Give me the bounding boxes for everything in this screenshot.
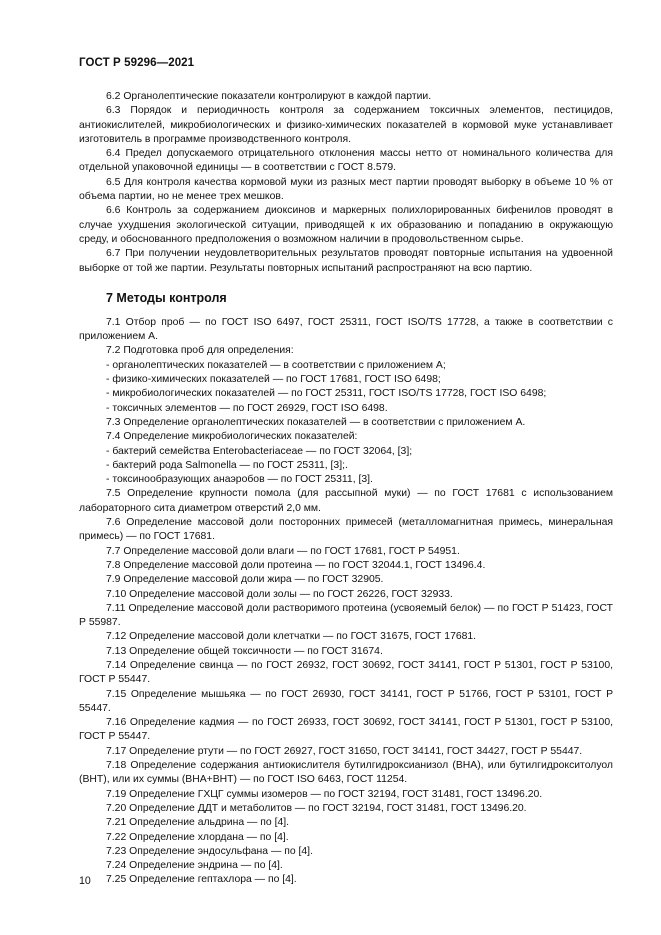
paragraph-7-21: 7.21 Определение альдрина — по [4]. <box>106 817 290 829</box>
paragraph-7-16: 7.16 Определение кадмия — по ГОСТ 26933, ГОСТ 30692, ГОСТ 34141, ГОСТ Р 51301, ГОСТ Р 53100, ГОСТ Р 55447. <box>79 717 613 743</box>
paragraph-7-15: 7.15 Определение мышьяка — по ГОСТ 26930, ГОСТ 34141, ГОСТ Р 51766, ГОСТ Р 53101, ГОСТ Р 55447. <box>79 688 613 714</box>
paragraph-7-6: 7.6 Определение массовой доли посторонних примесей (металломагнитная примесь, минеральная примесь) — по ГОСТ 17681. <box>79 517 613 543</box>
page-number: 10 <box>79 875 91 887</box>
paragraph-7-11: 7.11 Определение массовой доли растворимого протеина (усвояемый белок) — по ГОСТ Р 51423, ГОСТ Р 55987. <box>79 602 613 629</box>
paragraph-6-4: 6.4 Предел допускаемого отрицательного отклонения массы нетто от номинального количества для отдельной упаковочной единицы — в соответствии с ГОСТ 8.579. <box>79 148 613 174</box>
paragraph-7-2: 7.2 Подготовка проб для определения: <box>106 345 294 357</box>
paragraph-7-1: 7.1 Отбор проб — по ГОСТ ISO 6497, ГОСТ 25311, ГОСТ ISO/TS 17728, а также в соответствии с приложением А. <box>79 316 613 343</box>
list-item: - бактерий семейства Enterobacteriaceae — по ГОСТ 32064, [3]; <box>106 445 413 457</box>
page-body <box>79 90 613 888</box>
paragraph-7-13: 7.13 Определение общей токсичности — по ГОСТ 31674. <box>106 645 383 657</box>
list-item: - органолептических показателей — в соответствии с приложением А; <box>106 359 446 371</box>
paragraph-7-7: 7.7 Определение массовой доли влаги — по ГОСТ 17681, ГОСТ Р 54951. <box>106 545 460 557</box>
document-header: ГОСТ Р 59296—2021 <box>79 57 195 69</box>
list-item: - бактерий рода Salmonella — по ГОСТ 25311, [3];. <box>106 459 348 471</box>
paragraph-6-3: 6.3 Порядок и периодичность контроля за содержанием токсичных элементов, пестицидов, антиокислителей, микробиологических и физико-химических показателей в кормовой муке устанавливает изготовитель в программе производственного контроля. <box>79 105 613 145</box>
paragraph-7-8: 7.8 Определение массовой доли протеина — по ГОСТ 32044.1, ГОСТ 13496.4. <box>106 559 486 571</box>
paragraph-6-6: 6.6 Контроль за содержанием диоксинов и маркерных полихлорированных бифенилов проводят в случае ухудшения экологической ситуации, приводящей к их образованию и попаданию в окружающую среду, и обоснованного предположения о возможном наличии в продовольственном сырье. <box>79 205 613 245</box>
paragraph-6-2: 6.2 Органолептические показатели контролируют в каждой партии. <box>106 91 432 102</box>
paragraph-7-19: 7.19 Определение ГХЦГ суммы изомеров — по ГОСТ 32194, ГОСТ 31481, ГОСТ 13496.20. <box>106 788 543 800</box>
paragraph-6-5: 6.5 Для контроля качества кормовой муки из разных мест партии проводят выборку в объеме 10 % от объема партии, но не менее трех мешков. <box>79 176 613 203</box>
paragraph-7-5: 7.5 Определение крупности помола (для рассыпной муки) — по ГОСТ 17681 с использованием лабораторного сита диаметром отверстий 2,0 мм. <box>79 488 613 514</box>
paragraph-7-14: 7.14 Определение свинца — по ГОСТ 26932, ГОСТ 30692, ГОСТ 34141, ГОСТ Р 51301, ГОСТ Р 53100, ГОСТ Р 55447. <box>79 659 613 686</box>
paragraph-7-12: 7.12 Определение массовой доли клетчатки — по ГОСТ 31675, ГОСТ 17681. <box>106 631 477 643</box>
list-item: - токсинообразующих анаэробов — по ГОСТ 25311, [3]. <box>106 474 373 486</box>
list-item: - физико-химических показателей — по ГОСТ 17681, ГОСТ ISO 6498; <box>106 374 441 386</box>
paragraph-7-23: 7.23 Определение эндосульфана — по [4]. <box>106 845 313 857</box>
paragraph-6-7: 6.7 При получении неудовлетворительных результатов проводят повторные испытания на удвоенной выборке от той же партии. Результаты повторных испытаний распространяют на всю партию. <box>79 248 613 274</box>
list-item: - микробиологических показателей — по ГОСТ 25311, ГОСТ ISO/TS 17728, ГОСТ ISO 6498; <box>106 388 547 400</box>
paragraph-7-20: 7.20 Определение ДДТ и метаболитов — по ГОСТ 32194, ГОСТ 31481, ГОСТ 13496.20. <box>106 802 527 814</box>
section-7-title: 7 Методы контроля <box>106 290 227 305</box>
paragraph-7-4: 7.4 Определение микробиологических показателей: <box>106 431 358 443</box>
paragraph-7-22: 7.22 Определение хлордана — по [4]. <box>106 831 289 843</box>
paragraph-7-10: 7.10 Определение массовой доли золы — по ГОСТ 26226, ГОСТ 32933. <box>106 588 453 600</box>
paragraph-7-18: 7.18 Определение содержания антиокислителя бутилгидроксианизол (BHA), или бутилгидрокситолуол (BHT), или их суммы (BHA+BHT) — по ГОСТ ISO 6463, ГОСТ 11254. <box>79 760 613 786</box>
paragraph-7-3: 7.3 Определение органолептических показателей — в соответствии с приложением А. <box>106 416 526 428</box>
list-item: - токсичных элементов — по ГОСТ 26929, ГОСТ ISO 6498. <box>106 402 388 414</box>
paragraph-7-17: 7.17 Определение ртути — по ГОСТ 26927, ГОСТ 31650, ГОСТ 34141, ГОСТ 34427, ГОСТ Р 55447. <box>106 745 583 757</box>
paragraph-7-25: 7.25 Определение гептахлора — по [4]. <box>106 874 297 886</box>
paragraph-7-9: 7.9 Определение массовой доли жира — по ГОСТ 32905. <box>106 574 384 586</box>
paragraph-7-24: 7.24 Определение эндрина — по [4]. <box>106 860 283 872</box>
